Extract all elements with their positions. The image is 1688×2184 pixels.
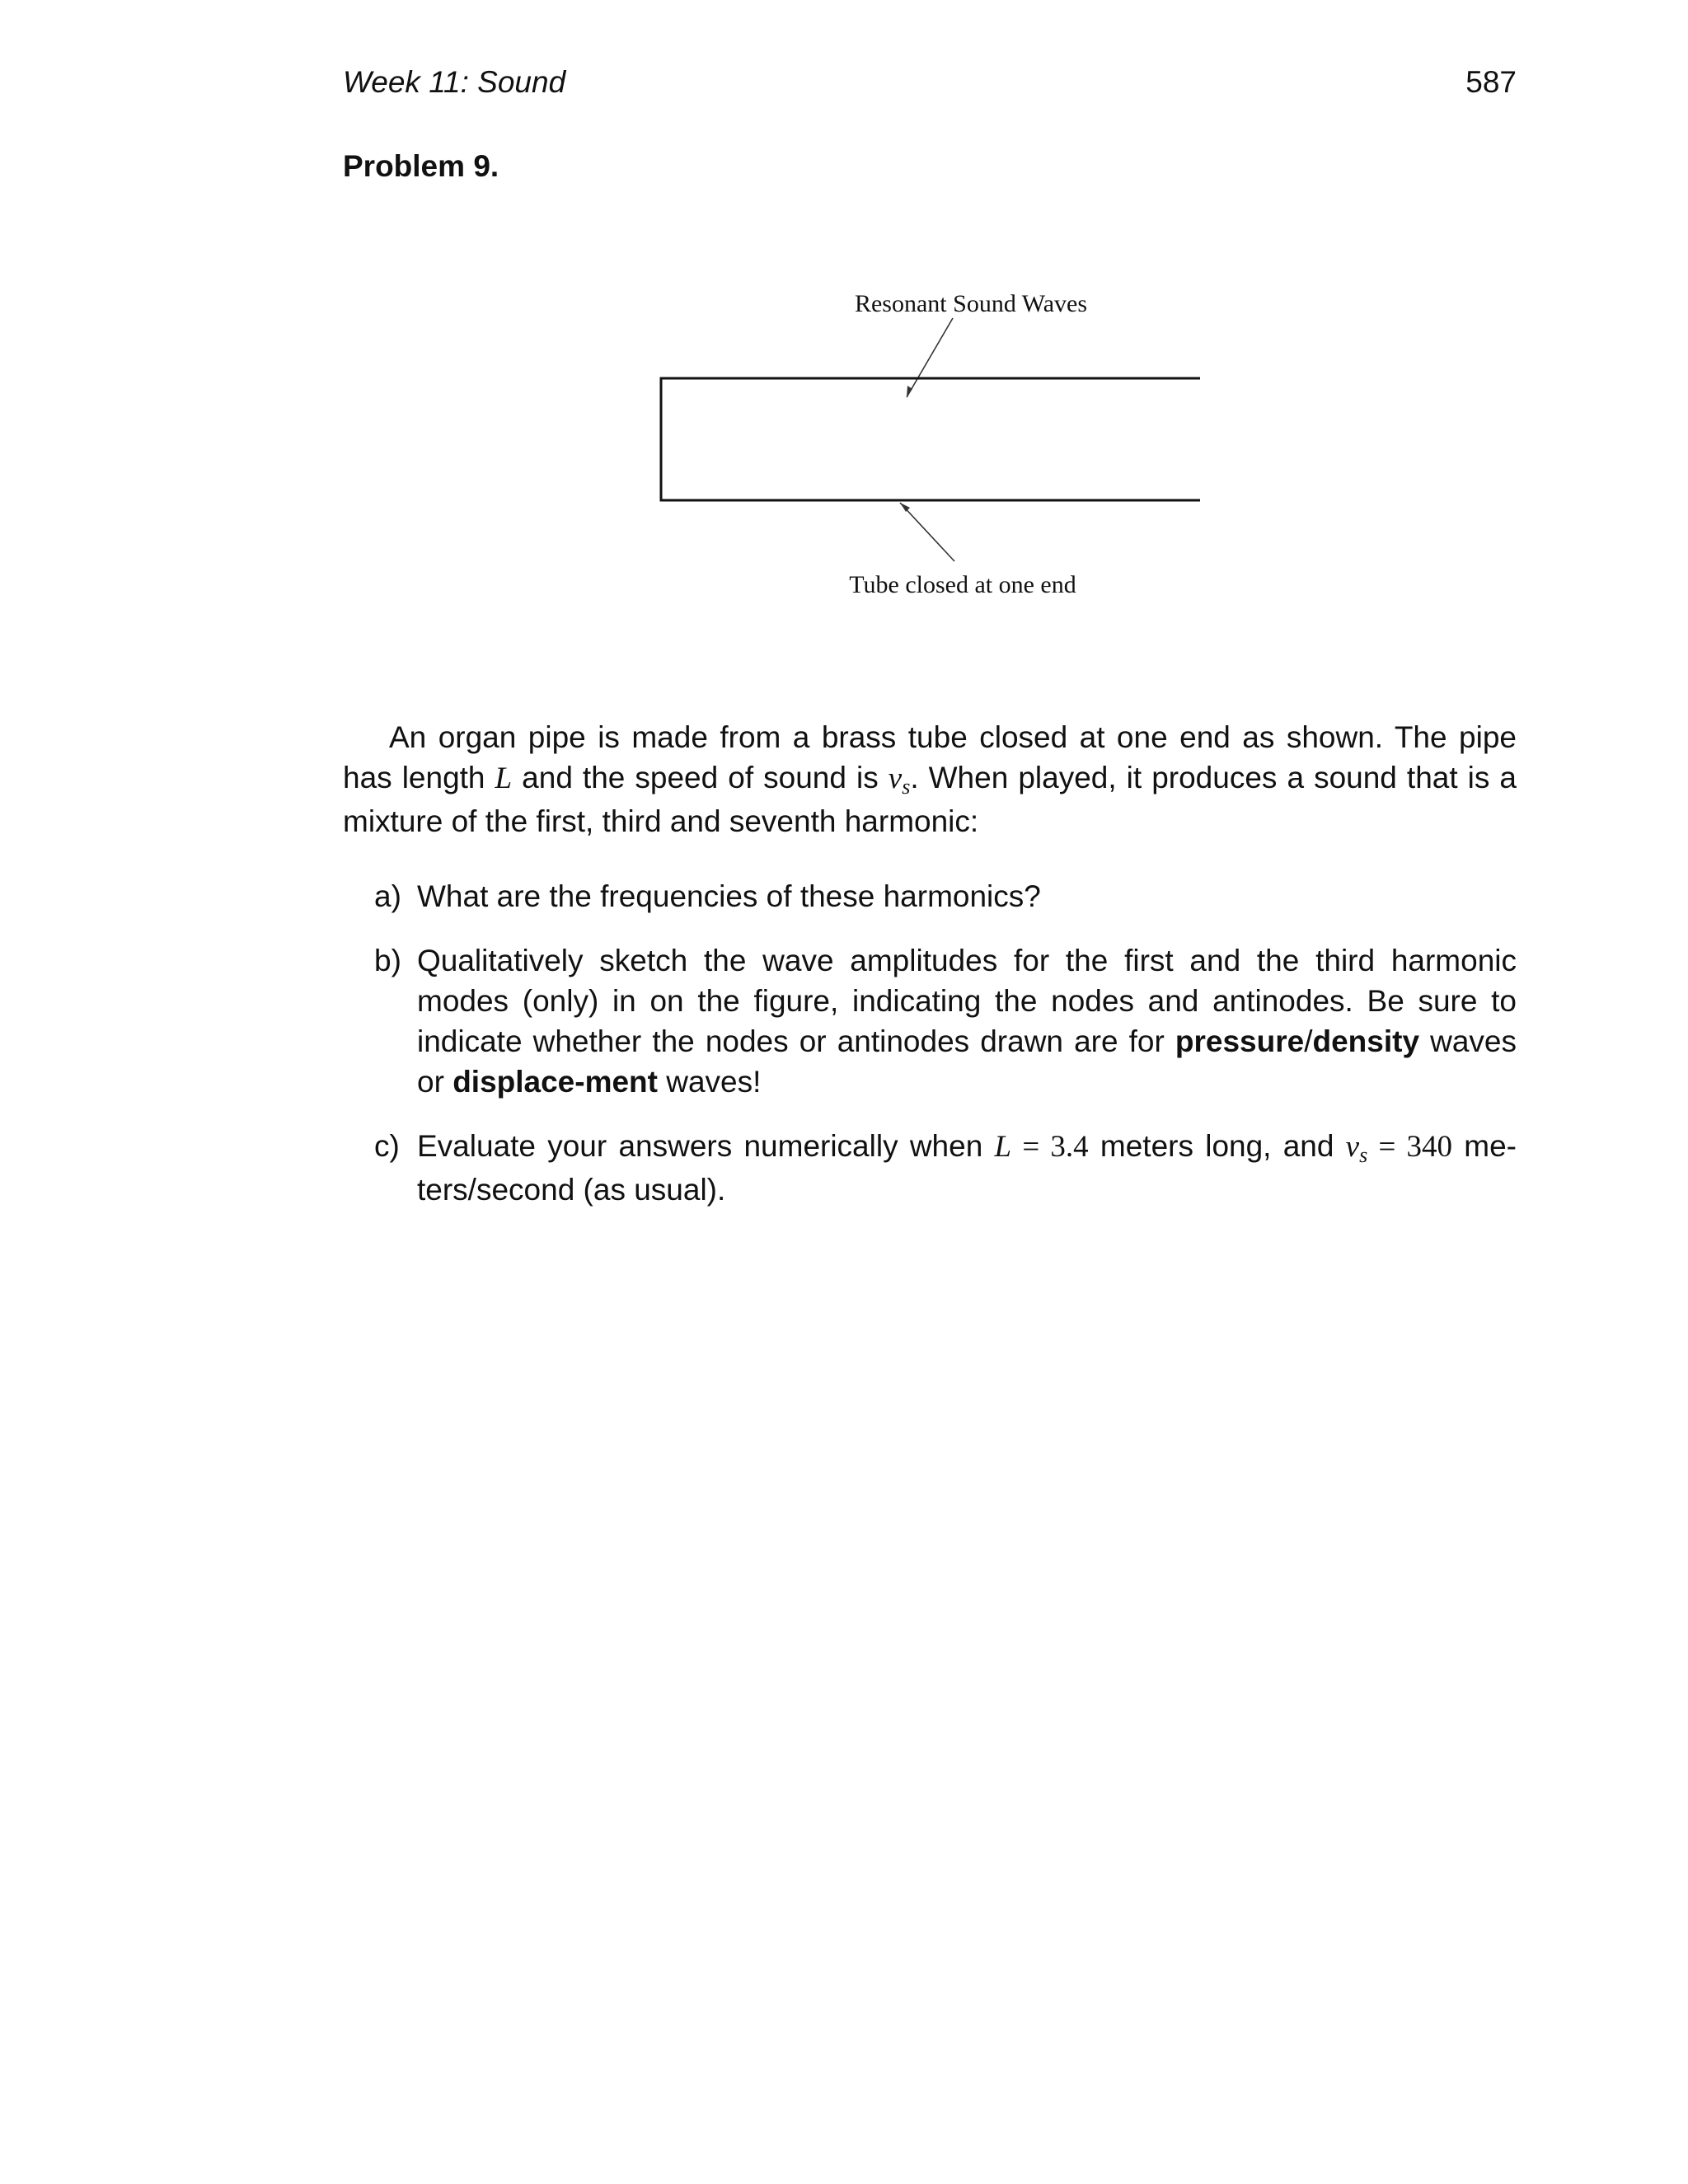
- arrow-top-shaft: [907, 318, 953, 397]
- label-tube-closed: Tube closed at one end: [849, 571, 1076, 598]
- closed-tube: [661, 378, 1200, 500]
- question-c-marker: c): [374, 1129, 400, 1163]
- running-title: Week 11: Sound: [343, 65, 566, 99]
- arrow-bottom-head: [900, 503, 910, 512]
- question-b-marker: b): [374, 944, 401, 977]
- question-a-text: What are the frequencies of these harmonics?: [417, 879, 1041, 913]
- problem-title: Problem 9.: [343, 149, 499, 183]
- question-b-text: Qualitatively sketch the wave amplitudes for the first and the third harmonic modes (only) in on the figure, indicating the nodes and antinodes. Be sure to indicate whether the nodes or antinodes drawn are for pressure/density waves or displace-ment waves!: [417, 944, 1517, 1099]
- label-resonant-sound-waves: Resonant Sound Waves: [854, 290, 1088, 317]
- question-a: [343, 876, 1517, 916]
- tube-figure: [0, 0, 1688, 659]
- question-c-text: Evaluate your answers numerically when L = 3.4 meters long, and vs = 340 me-ters/second (as usual).: [417, 1129, 1517, 1207]
- arrow-bottom-shaft: [900, 503, 954, 561]
- arrow-top-head: [907, 386, 912, 397]
- question-c: [343, 1126, 1517, 1210]
- question-b: [343, 940, 1517, 1102]
- page-number: 587: [1465, 65, 1517, 99]
- intro-paragraph: An organ pipe is made from a brass tube closed at one end as shown. The pipe has length L and the speed of sound is vs. When played, it produces a sound that is a mixture of the first, third and seventh harmonic:: [343, 720, 1517, 838]
- question-a-marker: a): [374, 879, 401, 913]
